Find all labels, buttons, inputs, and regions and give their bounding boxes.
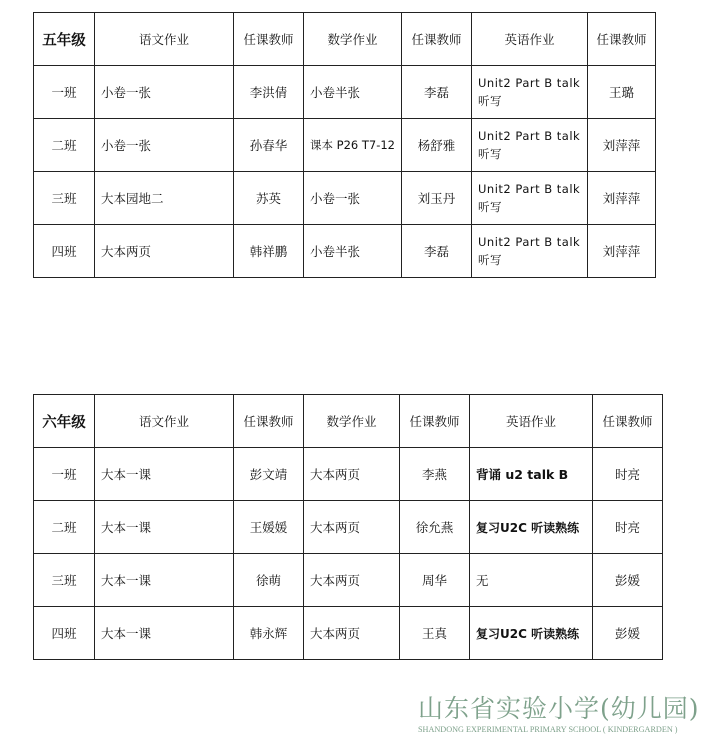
math-teacher: 徐允燕 — [400, 501, 470, 554]
header-english-hw: 英语作业 — [470, 395, 593, 448]
header-english-hw: 英语作业 — [472, 13, 588, 66]
math-homework: 小卷半张 — [304, 225, 402, 278]
school-logo — [418, 694, 710, 736]
class-name: 四班 — [34, 607, 95, 660]
chinese-homework: 大本园地二 — [95, 172, 234, 225]
chinese-homework: 大本一课 — [95, 448, 234, 501]
english-homework-line1: Unit2 Part B talk — [478, 129, 581, 143]
header-math-hw: 数学作业 — [304, 13, 402, 66]
table-row — [34, 119, 656, 172]
grade-label: 五年级 — [34, 13, 95, 66]
english-homework-line1: Unit2 Part B talk — [478, 235, 581, 249]
english-teacher: 彭媛 — [593, 607, 663, 660]
chinese-teacher: 韩永辉 — [234, 607, 304, 660]
math-teacher: 李磊 — [402, 225, 472, 278]
class-name: 三班 — [34, 172, 95, 225]
english-homework-line2: 听写 — [478, 147, 503, 161]
chinese-homework: 大本两页 — [95, 225, 234, 278]
english-homework: 复习U2C 听读熟练 — [470, 501, 593, 554]
chinese-homework: 大本一课 — [95, 554, 234, 607]
grade-label: 六年级 — [34, 395, 95, 448]
table-header-row — [34, 13, 656, 66]
english-teacher: 刘萍萍 — [588, 119, 656, 172]
math-teacher: 周华 — [400, 554, 470, 607]
header-math-teacher: 任课教师 — [400, 395, 470, 448]
chinese-teacher: 韩祥鹏 — [234, 225, 304, 278]
english-teacher: 刘萍萍 — [588, 225, 656, 278]
chinese-teacher: 李洪倩 — [234, 66, 304, 119]
english-homework: 背诵 u2 talk B — [470, 448, 593, 501]
chinese-homework: 大本一课 — [95, 607, 234, 660]
grade5-homework-table — [33, 12, 656, 278]
header-chinese-hw: 语文作业 — [95, 13, 234, 66]
table-row — [34, 448, 663, 501]
english-homework: 复习U2C 听读熟练 — [470, 607, 593, 660]
math-teacher: 李燕 — [400, 448, 470, 501]
math-teacher: 刘玉丹 — [402, 172, 472, 225]
school-logo-english: SHANDONG EXPERIMENTAL PRIMARY SCHOOL ( KINDERGARDEN ) — [418, 725, 678, 734]
header-english-teacher: 任课教师 — [593, 395, 663, 448]
math-teacher: 李磊 — [402, 66, 472, 119]
chinese-teacher: 苏英 — [234, 172, 304, 225]
chinese-teacher: 彭文靖 — [234, 448, 304, 501]
math-homework: 课本 P26 T7-12 — [304, 119, 402, 172]
english-teacher: 时亮 — [593, 448, 663, 501]
class-name: 一班 — [34, 448, 95, 501]
math-homework: 大本两页 — [304, 448, 400, 501]
table-header-row — [34, 395, 663, 448]
header-chinese-teacher: 任课教师 — [234, 395, 304, 448]
english-homework-line2: 听写 — [478, 200, 503, 214]
class-name: 一班 — [34, 66, 95, 119]
table-row — [34, 554, 663, 607]
english-homework-line1: Unit2 Part B talk — [478, 182, 581, 196]
math-homework: 大本两页 — [304, 501, 400, 554]
class-name: 四班 — [34, 225, 95, 278]
class-name: 三班 — [34, 554, 95, 607]
math-homework: 大本两页 — [304, 554, 400, 607]
math-homework: 大本两页 — [304, 607, 400, 660]
grade6-homework-table — [33, 394, 663, 660]
english-homework-line1: Unit2 Part B talk — [478, 76, 581, 90]
table-row — [34, 501, 663, 554]
header-math-teacher: 任课教师 — [402, 13, 472, 66]
english-homework — [472, 172, 588, 225]
english-homework — [472, 225, 588, 278]
english-homework: 无 — [470, 554, 593, 607]
table-row — [34, 66, 656, 119]
english-homework — [472, 66, 588, 119]
header-chinese-hw: 语文作业 — [95, 395, 234, 448]
english-teacher: 王璐 — [588, 66, 656, 119]
table-row — [34, 172, 656, 225]
english-homework-line2: 听写 — [478, 94, 503, 108]
chinese-homework: 大本一课 — [95, 501, 234, 554]
class-name: 二班 — [34, 501, 95, 554]
math-homework: 小卷半张 — [304, 66, 402, 119]
header-math-hw: 数学作业 — [304, 395, 400, 448]
school-logo-chinese: 山东省实验小学(幼儿园) — [418, 694, 700, 723]
english-teacher: 时亮 — [593, 501, 663, 554]
english-homework-line2: 听写 — [478, 253, 503, 267]
english-teacher: 彭媛 — [593, 554, 663, 607]
header-english-teacher: 任课教师 — [588, 13, 656, 66]
header-chinese-teacher: 任课教师 — [234, 13, 304, 66]
math-teacher: 王真 — [400, 607, 470, 660]
english-teacher: 刘萍萍 — [588, 172, 656, 225]
math-homework: 小卷一张 — [304, 172, 402, 225]
chinese-homework: 小卷一张 — [95, 66, 234, 119]
math-teacher: 杨舒雅 — [402, 119, 472, 172]
class-name: 二班 — [34, 119, 95, 172]
english-homework — [472, 119, 588, 172]
chinese-homework: 小卷一张 — [95, 119, 234, 172]
table-row — [34, 225, 656, 278]
chinese-teacher: 徐萌 — [234, 554, 304, 607]
chinese-teacher: 王媛媛 — [234, 501, 304, 554]
table-row — [34, 607, 663, 660]
chinese-teacher: 孙春华 — [234, 119, 304, 172]
